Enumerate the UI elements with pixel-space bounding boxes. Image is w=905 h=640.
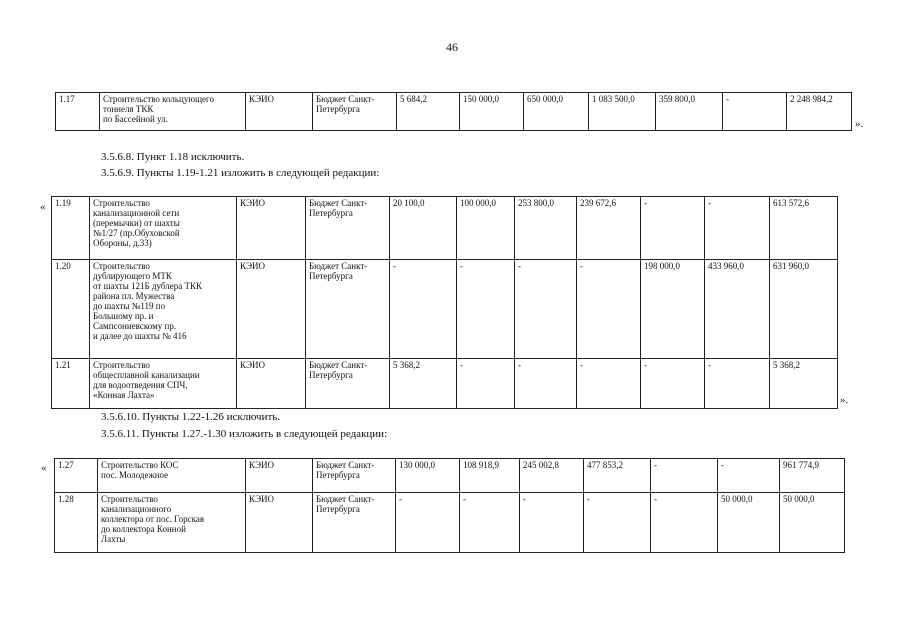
amount-cell: 150 000,0 <box>460 93 524 131</box>
total-cell: 961 774,9 <box>780 459 845 493</box>
organization: КЭИО <box>246 493 313 553</box>
total-cell: 2 248 984,2 <box>787 93 852 131</box>
organization: КЭИО <box>246 459 313 493</box>
amount-cell: - <box>641 359 705 409</box>
project-name: Строительство канализационного коллектора от пос. Горская до коллектора Конной Лахты <box>98 493 246 553</box>
table-row <box>55 459 845 493</box>
funding-source: Бюджет Санкт- Петербурга <box>306 260 390 359</box>
page-number: 46 <box>446 40 458 54</box>
amount-cell: 239 672,6 <box>577 197 641 260</box>
amount-cell: 130 000,0 <box>396 459 460 493</box>
amount-cell: - <box>577 359 641 409</box>
funding-source: Бюджет Санкт- Петербурга <box>313 459 396 493</box>
table-item-1-17 <box>55 92 852 131</box>
amount-cell: - <box>390 260 457 359</box>
table-row <box>52 197 838 260</box>
amount-cell: 1 083 500,0 <box>589 93 656 131</box>
amount-cell: - <box>460 493 520 553</box>
amount-cell: - <box>641 197 705 260</box>
total-cell: 613 572,6 <box>770 197 838 260</box>
table-row <box>52 260 838 359</box>
row-number: 1.19 <box>52 197 90 260</box>
amount-cell: - <box>457 359 515 409</box>
project-name: Строительство кольцующего тоннеля ТКК по Бассейной ул. <box>100 93 246 131</box>
amount-cell: 198 000,0 <box>641 260 705 359</box>
paragraph-3-5-6-11: 3.5.6.11. Пункты 1.27.-1.30 изложить в следующей редакции: <box>101 428 388 440</box>
organization: КЭИО <box>237 260 306 359</box>
open-quote: « <box>41 462 47 474</box>
open-quote: « <box>40 201 46 213</box>
amount-cell: 245 002,8 <box>520 459 584 493</box>
funding-source: Бюджет Санкт- Петербурга <box>313 93 397 131</box>
row-number: 1.20 <box>52 260 90 359</box>
project-name: Строительство канализационной сети (перемычки) от шахты №1/27 (пр.Обуховской Обороны, д.33) <box>90 197 237 260</box>
amount-cell: 100 000,0 <box>457 197 515 260</box>
row-number: 1.21 <box>52 359 90 409</box>
row-number: 1.28 <box>55 493 98 553</box>
amount-cell: - <box>651 493 718 553</box>
amount-cell: 50 000,0 <box>718 493 780 553</box>
amount-cell: 108 918,9 <box>460 459 520 493</box>
amount-cell: - <box>651 459 718 493</box>
amount-cell: - <box>723 93 787 131</box>
paragraph-3-5-6-10: 3.5.6.10. Пункты 1.22-1.26 исключить. <box>101 411 281 423</box>
amount-cell: - <box>718 459 780 493</box>
amount-cell: 477 853,2 <box>584 459 651 493</box>
amount-cell: - <box>520 493 584 553</box>
amount-cell: 433 960,0 <box>705 260 770 359</box>
organization: КЭИО <box>246 93 313 131</box>
total-cell: 5 368,2 <box>770 359 838 409</box>
amount-cell: - <box>457 260 515 359</box>
table-items-1-19-1-21 <box>51 196 838 409</box>
table-items-1-27-1-28 <box>54 458 845 553</box>
amount-cell: - <box>577 260 641 359</box>
amount-cell: 253 800,0 <box>515 197 577 260</box>
amount-cell: - <box>515 260 577 359</box>
organization: КЭИО <box>237 197 306 260</box>
funding-source: Бюджет Санкт- Петербурга <box>306 197 390 260</box>
table-row <box>52 359 838 409</box>
paragraph-3-5-6-9: 3.5.6.9. Пункты 1.19-1.21 изложить в следующей редакции: <box>101 167 380 179</box>
organization: КЭИО <box>237 359 306 409</box>
total-cell: 631 960,0 <box>770 260 838 359</box>
amount-cell: 5 684,2 <box>397 93 460 131</box>
close-quote: ». <box>855 118 864 130</box>
project-name: Строительство КОС пос. Молодежное <box>98 459 246 493</box>
funding-source: Бюджет Санкт- Петербурга <box>313 493 396 553</box>
amount-cell: 650 000,0 <box>524 93 589 131</box>
total-cell: 50 000,0 <box>780 493 845 553</box>
amount-cell: - <box>396 493 460 553</box>
amount-cell: - <box>515 359 577 409</box>
close-quote: ». <box>840 394 849 406</box>
project-name: Строительство дублирующего МТК от шахты 121Б дублера ТКК района пл. Мужества до шахты №119 по Большому пр. и Сампсониевскому пр. и далее до шахты № 416 <box>90 260 237 359</box>
amount-cell: 359 800,0 <box>656 93 723 131</box>
row-number: 1.17 <box>56 93 100 131</box>
amount-cell: - <box>705 197 770 260</box>
table-row <box>55 493 845 553</box>
paragraph-3-5-6-8: 3.5.6.8. Пункт 1.18 исключить. <box>101 151 245 163</box>
funding-source: Бюджет Санкт- Петербурга <box>306 359 390 409</box>
amount-cell: - <box>584 493 651 553</box>
row-number: 1.27 <box>55 459 98 493</box>
amount-cell: 5 368,2 <box>390 359 457 409</box>
amount-cell: 20 100,0 <box>390 197 457 260</box>
table-row <box>56 93 852 131</box>
amount-cell: - <box>705 359 770 409</box>
project-name: Строительство общесплавной канализации для водоотведения СПЧ, «Конная Лахта» <box>90 359 237 409</box>
